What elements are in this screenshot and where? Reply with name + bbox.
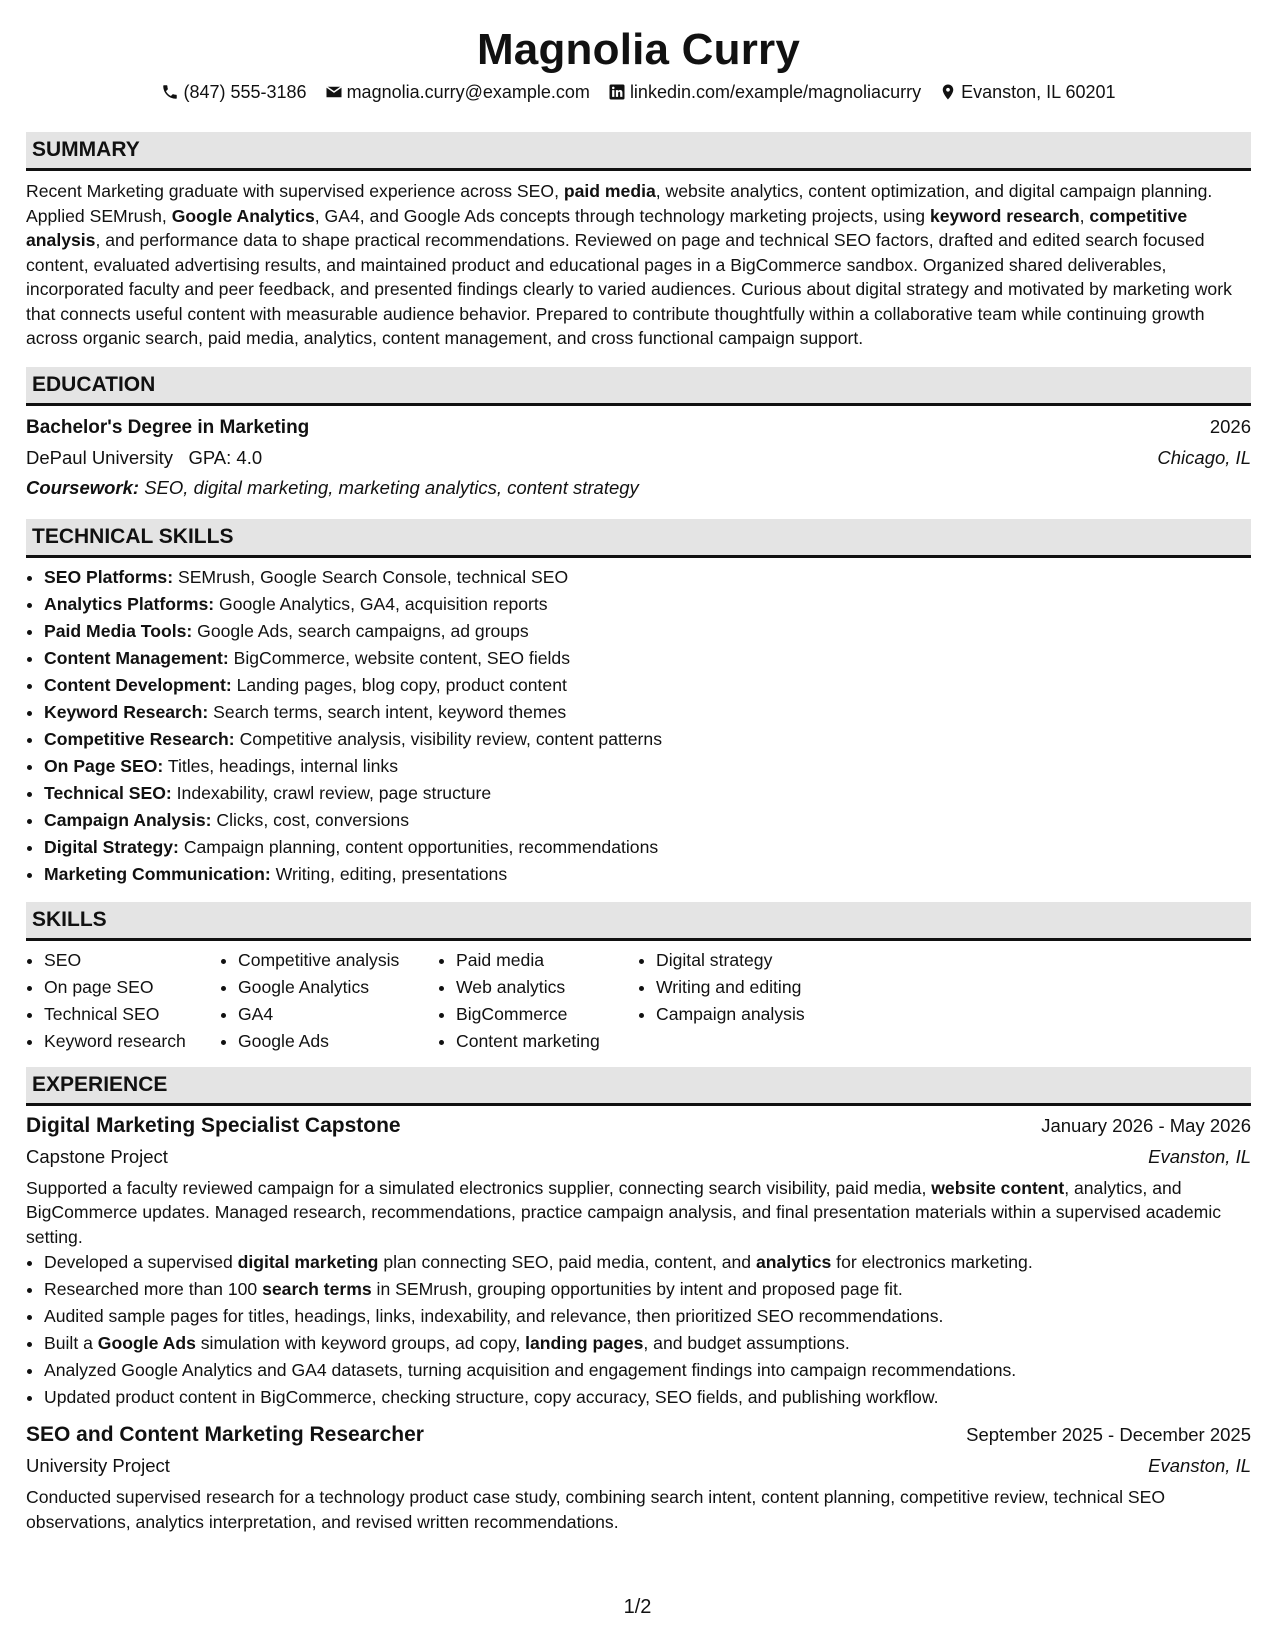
skill-label: Content Management: (44, 647, 229, 668)
skill-value: Writing, editing, presentations (275, 863, 508, 884)
skill-value: Search terms, search intent, keyword themes (213, 701, 567, 722)
list-item: • Web analytics (456, 974, 638, 1001)
school-name: DePaul University (26, 446, 174, 468)
bullet-part: simulation with keyword groups, ad copy, (195, 1333, 526, 1353)
summary-part: , GA4, and Google Ads concepts through technology marketing projects, using (314, 205, 930, 226)
skill-label: Keyword Research: (44, 701, 209, 722)
summary-bold: Google Analytics (171, 205, 315, 226)
list-item (44, 1330, 1251, 1357)
summary-bold: competitive analysis (26, 205, 1188, 250)
phone-icon (161, 83, 179, 101)
skill-label: Marketing Communication: (44, 863, 271, 884)
job-location: Evanston, IL (1148, 1455, 1251, 1476)
summary-bold: paid media (563, 181, 656, 201)
job-org: University Project (26, 1455, 170, 1476)
skill-value: Clicks, cost, conversions (216, 809, 410, 830)
list-item: • Keyword research (44, 1028, 220, 1055)
gpa: GPA: 4.0 (188, 446, 263, 468)
skill-label: On Page SEO: (44, 755, 164, 776)
summary-part: Recent Marketing graduate with supervised experience across SEO, (26, 181, 564, 201)
list-item (44, 591, 1251, 618)
job-dates: September 2025 - December 2025 (966, 1424, 1251, 1445)
skills-column (638, 947, 856, 1055)
job-org: Capstone Project (26, 1145, 168, 1167)
skills-column (220, 947, 438, 1055)
bullet-part: Researched more than 100 (44, 1279, 263, 1299)
bullet-bold: search terms (262, 1279, 372, 1299)
school-location: Chicago, IL (1157, 446, 1251, 468)
list-item (44, 672, 1251, 699)
bullet-part: Developed a supervised (44, 1252, 238, 1272)
list-item: • On page SEO (44, 974, 220, 1001)
list-item (44, 834, 1251, 861)
skill-label: Campaign Analysis: (44, 809, 212, 830)
resume-page (26, 0, 1251, 1534)
list-item: • Writing and editing (656, 974, 856, 1001)
coursework-list: SEO, digital marketing, marketing analytics, content strategy (144, 476, 639, 498)
skill-label: Technical SEO: (44, 782, 172, 803)
job-dates: January 2026 - May 2026 (1041, 1114, 1251, 1136)
list-item (44, 699, 1251, 726)
summary-text (26, 179, 1251, 351)
skill-value: BigCommerce, website content, SEO fields (233, 647, 571, 668)
skill-value: Titles, headings, internal links (167, 755, 398, 776)
job-location: Evanston, IL (1148, 1145, 1251, 1167)
skill-label: Competitive Research: (44, 728, 235, 749)
bullet-part: , and budget assumptions. (643, 1333, 850, 1353)
bullet-bold: Google Ads (97, 1333, 196, 1353)
coursework-label: Coursework: (26, 476, 140, 498)
education-entry (26, 412, 1251, 503)
list-item: • Paid media (456, 947, 638, 974)
list-item: • BigCommerce (456, 1001, 638, 1028)
summary-bold: keyword research (929, 205, 1080, 226)
summary-heading: SUMMARY (26, 132, 1251, 171)
linkedin-icon (608, 83, 626, 101)
desc-part: Supported a faculty reviewed campaign for a simulated electronics supplier, connecting search visibility, paid media, (26, 1177, 932, 1198)
summary-part: , (1079, 205, 1090, 226)
list-item: • Digital strategy (656, 947, 856, 974)
list-item: • Google Analytics (238, 974, 438, 1001)
skill-value: SEMrush, Google Search Console, technical SEO (177, 566, 569, 587)
coursework-line (26, 473, 1251, 503)
list-item (44, 726, 1251, 753)
skills-column (438, 947, 638, 1055)
contact-email[interactable] (325, 80, 590, 104)
graduation-year: 2026 (1209, 415, 1251, 437)
phone-text: (847) 555-3186 (183, 82, 307, 102)
skill-value: Competitive analysis, visibility review, content patterns (239, 728, 662, 749)
bullet-bold: digital marketing (237, 1252, 379, 1272)
skill-label: Content Development: (44, 674, 232, 695)
bullet-part: plan connecting SEO, paid media, content, and (378, 1252, 756, 1272)
job-bullets (26, 1249, 1251, 1411)
job-entry (26, 1110, 1251, 1412)
bullet-part: Built a (44, 1333, 98, 1353)
skill-value: Indexability, crawl review, page structure (176, 782, 492, 803)
list-item (44, 1276, 1251, 1303)
skill-label: Paid Media Tools: (44, 620, 193, 641)
list-item: • Technical SEO (44, 1001, 220, 1028)
desc-part: , analytics, and BigCommerce updates. Managed research, recommendations, practice campaign analysis, and final presentation materials within a supervised academic setting. (26, 1177, 1222, 1247)
map-pin-icon (939, 83, 957, 101)
candidate-name: Magnolia Curry (476, 25, 801, 74)
envelope-icon (325, 83, 343, 101)
skills-grid (26, 947, 1251, 1055)
skill-value: Google Analytics, GA4, acquisition reports (219, 593, 548, 614)
bullet-part: in SEMrush, grouping opportunities by intent and proposed page fit. (371, 1279, 903, 1299)
list-item: • Campaign analysis (656, 1001, 856, 1028)
skill-value: Landing pages, blog copy, product content (236, 674, 567, 695)
job-title: Digital Marketing Specialist Capstone (26, 1113, 401, 1137)
list-item (44, 564, 1251, 591)
contact-phone (161, 80, 306, 104)
contact-bar (26, 80, 1251, 104)
list-item (44, 807, 1251, 834)
bullet-bold: analytics (755, 1252, 832, 1272)
skill-label: Digital Strategy: (44, 836, 179, 857)
summary-part: , and performance data to shape practical recommendations. Reviewed on page and technical SEO factors, drafted and edited search focused content, evaluated advertising results, and maintained product and educational pages in a BigCommerce sandbox. Organized shared deliverables, incorporated faculty and peer feedback, and presented findings clearly to varied audiences. Curious about digital strategy and motivated by marketing work that connects useful content with measurable audience behavior. Prepared to contribute thoughtfully within a collaborative team while continuing growth across organic search, paid media, analytics, content management, and cross functional campaign support. (26, 230, 1232, 348)
experience-heading: EXPERIENCE (26, 1067, 1251, 1106)
bullet-bold: landing pages (525, 1333, 644, 1353)
list-item: • Updated product content in BigCommerce, checking structure, copy accuracy, SEO fields, and publishing workflow. (44, 1384, 1251, 1411)
job-title: SEO and Content Marketing Researcher (26, 1423, 424, 1446)
page-number: 1/2 (623, 1596, 652, 1618)
skill-value: Campaign planning, content opportunities, recommendations (183, 836, 659, 857)
list-item (44, 753, 1251, 780)
job-description: Conducted supervised research for a technology product case study, combining search intent, content planning, competitive review, technical SEO observations, analytics interpretation, and revised written recommendations. (26, 1487, 1166, 1532)
skill-label: Analytics Platforms: (44, 593, 215, 614)
email-link[interactable]: magnolia.curry@example.com (346, 82, 590, 102)
list-item (44, 1249, 1251, 1276)
list-item: • Google Ads (238, 1028, 438, 1055)
list-item: • Content marketing (456, 1028, 638, 1055)
degree-title: Bachelor's Degree in Marketing (26, 416, 310, 438)
list-item: • Analyzed Google Analytics and GA4 datasets, turning acquisition and engagement findings into campaign recommendations. (44, 1357, 1251, 1384)
desc-bold: website content (931, 1177, 1065, 1198)
linkedin-link[interactable]: linkedin.com/example/magnoliacurry (629, 82, 922, 102)
school-line (26, 443, 262, 473)
technical-skills-list (26, 564, 1251, 888)
location-text: Evanston, IL 60201 (961, 82, 1116, 102)
education-heading: EDUCATION (26, 367, 1251, 406)
list-item (44, 861, 1251, 888)
list-item (44, 645, 1251, 672)
job-description (26, 1176, 1251, 1250)
contact-linkedin[interactable] (608, 80, 921, 104)
skills-heading: SKILLS (26, 902, 1251, 941)
skills-column (26, 947, 220, 1055)
list-item: • SEO (44, 947, 220, 974)
list-item (44, 780, 1251, 807)
summary-part: , website analytics, content optimization, and digital campaign planning. Applied SEMrush, (26, 181, 1213, 226)
list-item (44, 618, 1251, 645)
job-entry (26, 1419, 1251, 1534)
skill-value: Google Ads, search campaigns, ad groups (197, 620, 529, 641)
contact-location (939, 80, 1115, 104)
technical-skills-heading: TECHNICAL SKILLS (26, 519, 1251, 558)
list-item: • Audited sample pages for titles, headings, links, indexability, and relevance, then prioritized SEO recommendations. (44, 1303, 1251, 1330)
skill-label: SEO Platforms: (44, 566, 174, 587)
list-item: • Competitive analysis (238, 947, 438, 974)
list-item: • GA4 (238, 1001, 438, 1028)
bullet-part: for electronics marketing. (831, 1252, 1033, 1272)
